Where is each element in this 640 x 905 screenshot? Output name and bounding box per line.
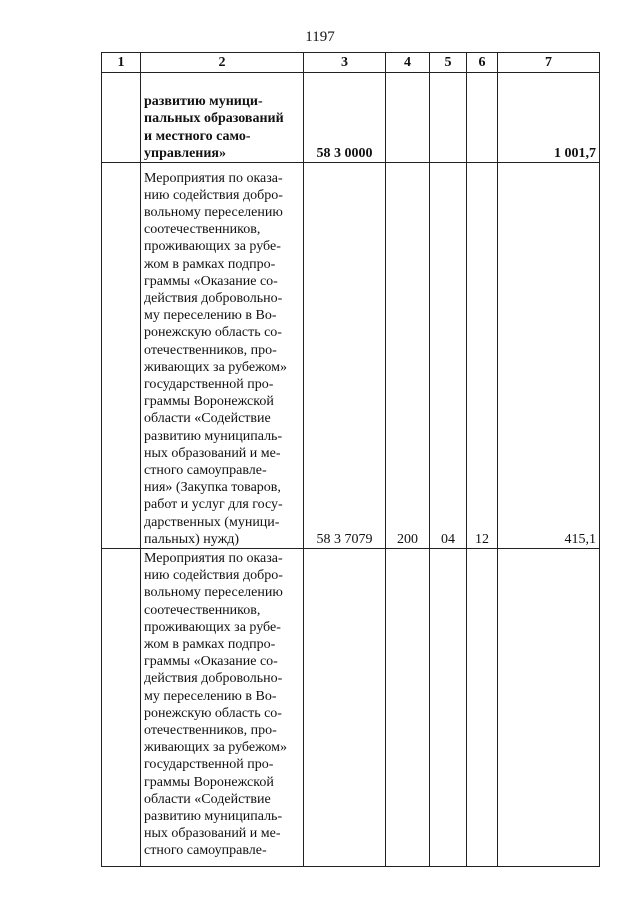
row-rz-cell [430,73,467,163]
row-code-cell: 58 3 0000 [304,73,386,163]
header-cell-7: 7 [498,53,600,73]
page-number: 1197 [305,29,335,45]
header-cell-2: 2 [141,53,304,73]
header-cell-4: 4 [386,53,430,73]
row-pr-cell [467,73,498,163]
row-pr-cell [467,549,498,867]
header-cell-5: 5 [430,53,467,73]
row-rz-cell [430,549,467,867]
row-name-cell: развитию муници- пальных образований и местного само- управления» [141,73,304,163]
budget-table [101,52,600,867]
table-row [102,163,600,549]
table-row [102,73,600,163]
row-rz-cell: 04 [430,163,467,549]
row-sum-cell [498,549,600,867]
row-name-cell: Мероприятия по оказа- нию содействия добро- вольному переселению соотечественников, проживающих за рубе- жом в рамках подпро- граммы «Оказание со- действия добровольно- му переселению в Во- ронежскую область со- отечественников, про- живающих за рубежом» государственной про- граммы Воронежской области «Содействие развитию муниципаль- ных образований и ме- стного самоуправле- ния» (Закупка товаров, работ и услуг для госу- дарственных (муници- пальных) нужд) [141,163,304,549]
table-row [102,549,600,867]
header-cell-3: 3 [304,53,386,73]
row-number-cell [102,73,141,163]
header-cell-6: 6 [467,53,498,73]
row-code-cell: 58 3 7079 [304,163,386,549]
row-sum-cell: 1 001,7 [498,73,600,163]
row-number-cell [102,163,141,549]
row-sum-cell: 415,1 [498,163,600,549]
row-vr-cell [386,73,430,163]
row-name-cell: Мероприятия по оказа- нию содействия добро- вольному переселению соотечественников, проживающих за рубе- жом в рамках подпро- граммы «Оказание со- действия добровольно- му переселению в Во- ронежскую область со- отечественников, про- живающих за рубежом» государственной про- граммы Воронежской области «Содействие развитию муниципаль- ных образований и ме- стного самоуправле- [141,549,304,867]
row-code-cell [304,549,386,867]
row-vr-cell: 200 [386,163,430,549]
row-pr-cell: 12 [467,163,498,549]
header-cell-1: 1 [102,53,141,73]
table-header-row [102,53,600,73]
row-vr-cell [386,549,430,867]
row-number-cell [102,549,141,867]
